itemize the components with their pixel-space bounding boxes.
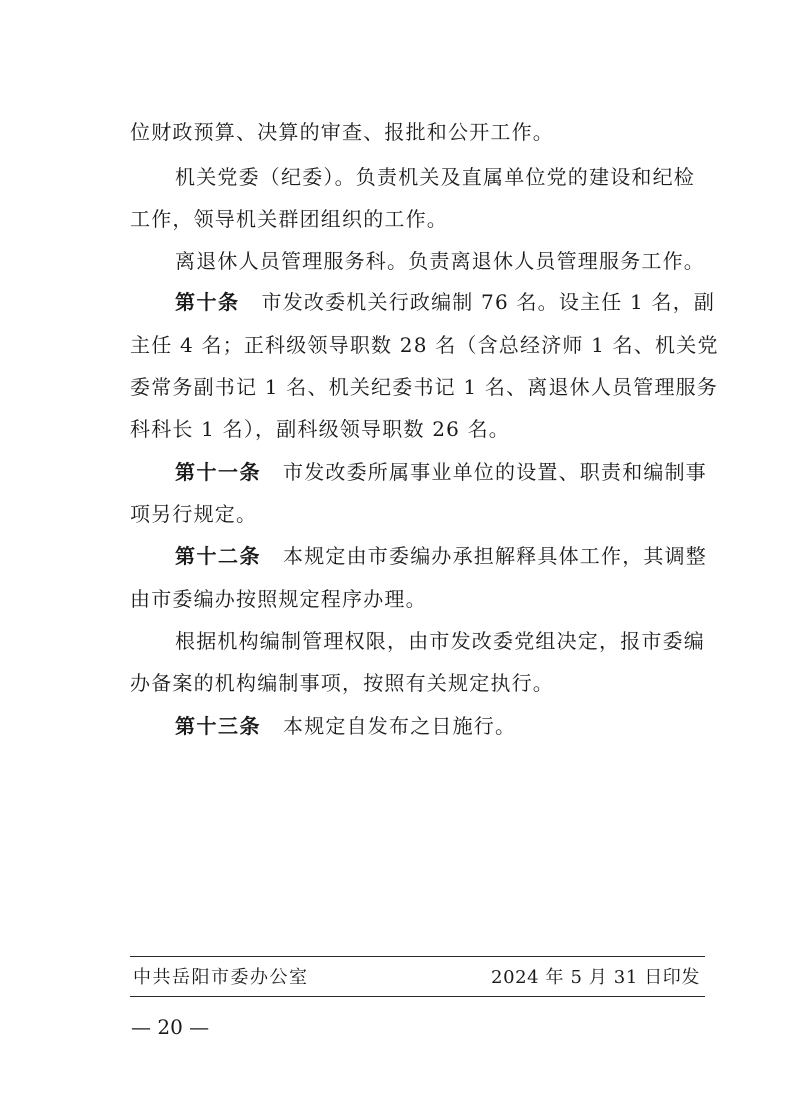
text-line: 办备案的机构编制事项，按照有关规定执行。 xyxy=(130,671,554,695)
article-label: 第十二条 xyxy=(175,544,261,568)
text-line: 机关党委（纪委）。负责机关及直属单位党的建设和纪检 xyxy=(175,165,695,189)
footer-bottom-rule xyxy=(130,996,705,997)
text-line: 工作，领导机关群团组织的工作。 xyxy=(130,207,448,231)
article-label: 第十三条 xyxy=(175,714,261,738)
article-text: 本规定自发布之日施行。 xyxy=(283,714,517,738)
text-line: 主任 4 名；正科级领导职数 28 名（含总经济师 1 名、机关党 xyxy=(130,333,719,357)
article-13 xyxy=(175,712,710,740)
page-number: — 20 — xyxy=(131,1015,210,1039)
article-11 xyxy=(175,458,710,486)
text-line: 科科长 1 名），副科级领导职数 26 名。 xyxy=(130,417,511,441)
text-line: 由市委编办按照规定程序办理。 xyxy=(130,587,427,611)
text-line: 委常务副书记 1 名、机关纪委书记 1 名、离退休人员管理服务 xyxy=(130,375,719,399)
article-text: 市发改委所属事业单位的设置、职责和编制事 xyxy=(283,460,707,484)
text-line: 离退休人员管理服务科。负责离退休人员管理服务工作。 xyxy=(175,249,705,273)
article-10 xyxy=(175,288,716,316)
article-12 xyxy=(175,542,710,570)
footer-issuer: 中共岳阳市委办公室 xyxy=(133,967,309,988)
article-text: 市发改委机关行政编制 76 名。设主任 1 名，副 xyxy=(261,290,716,314)
article-label: 第十一条 xyxy=(175,460,261,484)
footer-top-rule xyxy=(130,956,705,957)
article-text: 本规定由市委编办承担解释具体工作，其调整 xyxy=(283,544,707,568)
footer-print-date: 2024 年 5 月 31 日印发 xyxy=(491,967,700,988)
text-line: 根据机构编制管理权限，由市发改委党组决定，报市委编 xyxy=(175,629,705,653)
text-line: 项另行规定。 xyxy=(130,502,258,526)
text-line: 位财政预算、决算的审查、报批和公开工作。 xyxy=(130,120,554,144)
article-label: 第十条 xyxy=(175,290,240,314)
